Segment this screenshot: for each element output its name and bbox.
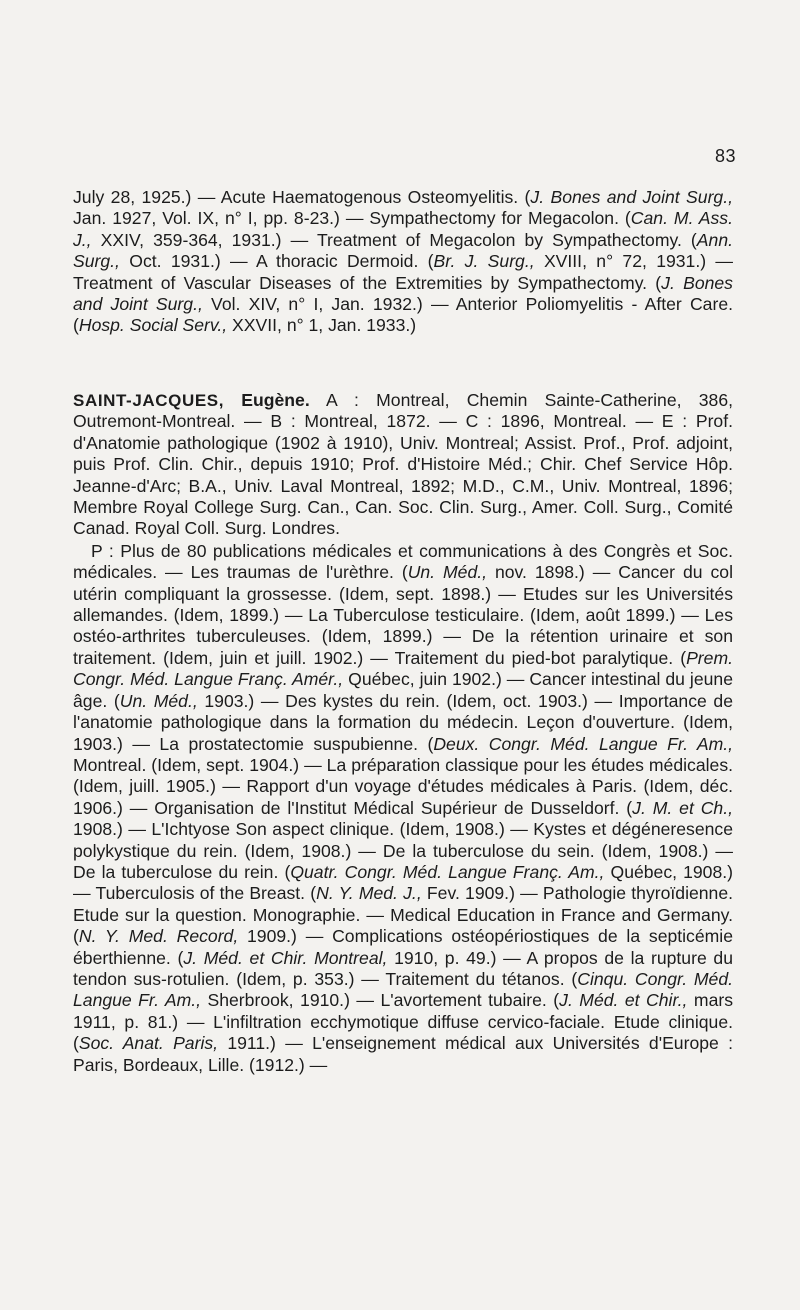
text-run: Québec, 1908.) — Tuberculosis of the Breast. ( [73, 861, 734, 904]
text-run: 1911.) — L'enseignement médical aux Universités d'Europe : Paris, Bordeaux, Lille. (1912.) — [73, 1033, 733, 1075]
citation-title: J. Méd. et Chir., [559, 990, 688, 1011]
text-run: XXIV, 359-364, 1931.) — Treatment of Megacolon by Sympathectomy. ( [91, 229, 697, 250]
text-run: 1910, p. 49.) — A propos de la rupture du tendon sus-rotulien. (Idem, p. 353.) — Traitement du tétanos. ( [73, 947, 733, 989]
citation-title: N. Y. Med. Record, [78, 926, 239, 947]
text-run: 1908.) — L'Ichtyose Son aspect clinique. (Idem, 1908.) — Kystes et dégéneresence polykystique du rein. (Idem, 1908.) — De la tuberculose du sein. (Idem, 1908.) — De la tuberculose du rein. ( [73, 819, 733, 882]
citation-title: Cinqu. Congr. Méd. Langue Fr. Am., [73, 968, 733, 1011]
citation-title: N. Y. Med. J., [316, 883, 422, 904]
intro-paragraph-block [73, 187, 733, 337]
citation-title: J. M. et Ch., [632, 797, 733, 818]
text-run: Sherbrook, 1910.) — L'avortement tubaire. ( [201, 990, 560, 1011]
publications-paragraph [73, 541, 733, 1076]
entry-bio: A : Montreal, Chemin Sainte-Catherine, 386, Outremont-Montreal. — B : Montreal, 1872. — C : 1896, Montreal. — E : Prof. d'Anatomie pathologique (1902 à 1910), Univ. Montreal; Assist. Prof., Prof. adjoint, puis Prof. Clin. Chir., depuis 1910; Prof. d'Histoire Méd.; Chir. Chef Service Hôp. Jeanne-d'Arc; B.A., Univ. Laval Montreal, 1892; M.D., C.M., Univ. Montreal, 1896; Membre Royal College Surg. Can., Can. Soc. Clin. Surg., Amer. Coll. Surg., Comité Canad. Royal Coll. Surg. Londres. [73, 390, 733, 539]
citation-title: J. Bones and Joint Surg., [530, 187, 733, 207]
text-run: Montreal. (Idem, sept. 1904.) — La préparation classique pour les études médicales. (Idem, juill. 1905.) — Rapport d'un voyage d'études médicales à Paris. (Idem, déc. 1906.) — Organisation de l'Institut Médical Supérieur de Dusseldorf. ( [73, 754, 733, 818]
citation-title: Deux. Congr. Méd. Langue Fr. Am., [433, 733, 733, 754]
citation-title: Br. J. Surg., [433, 251, 535, 272]
citation-title: Un. Méd., [119, 690, 198, 711]
text-run: XVIII, n° 72, 1931.) — Treatment of Vascular Diseases of the Extremities by Sympathectomy. ( [73, 251, 733, 293]
entry-header-paragraph [73, 390, 733, 540]
entry-given-name: Eugène. [241, 390, 310, 410]
text-run: Jan. 1927, Vol. IX, n° I, pp. 8-23.) — Sympathectomy for Megacolon. ( [73, 208, 631, 229]
biography-entry [73, 390, 733, 1076]
text-run: Québec, juin 1902.) — Cancer intestinal du jeune âge. ( [73, 669, 733, 711]
text-run: 1903.) — Des kystes du rein. (Idem, oct. 1903.) — Importance de l'anatomie pathologique dans la formation du médecin. Leçon d'ouverture. (Idem, 1903.) — La prostatectomie suspubienne. ( [73, 690, 733, 754]
text-run: mars 1911, p. 81.) — L'infiltration ecchymotique diffuse cervico-faciale. Etude clinique. ( [73, 990, 734, 1054]
text-run: XXVII, n° 1, Jan. 1933.) [227, 315, 417, 336]
citation-title: Prem. Congr. Méd. Langue Franç. Amér., [73, 647, 733, 690]
citation-title: Ann. Surg., [73, 229, 733, 272]
entry-surname: SAINT-JACQUES, [73, 391, 225, 410]
intro-paragraph [73, 187, 733, 337]
citation-title: Can. M. Ass. J., [73, 208, 733, 250]
citation-title: Hosp. Social Serv., [78, 315, 228, 336]
text-run: nov. 1898.) — Cancer du col utérin compliquant la grossesse. (Idem, sept. 1898.) — Etudes sur les Universités allemandes. (Idem, 1899.) — La Tuberculose testiculaire. (Idem, août 1899.) — Les ostéo-arthrites tuberculeuses. (Idem, 1899.) — De la rétention urinaire et son traitement. (Idem, juin et juill. 1902.) — Traitement du pied-bot paralytique. ( [73, 562, 733, 668]
text-run: 1909.) — Complications ostéopériostiques de la septicémie éberthienne. ( [73, 926, 733, 968]
text-run: Fev. 1909.) — Pathologie thyroïdienne. Etude sur la question. Monographie. — Medical Education in France and Germany. ( [73, 883, 734, 947]
text-run: July 28, 1925.) — Acute Haematogenous Osteomyelitis. ( [73, 187, 531, 207]
text-run: Vol. XIV, n° I, Jan. 1932.) — Anterior Poliomyelitis - After Care. ( [73, 294, 734, 336]
citation-title: Soc. Anat. Paris, [78, 1033, 219, 1054]
citation-title: Un. Méd., [407, 562, 488, 583]
citation-title: J. Méd. et Chir. Montreal, [183, 947, 388, 968]
text-run: Oct. 1931.) — A thoracic Dermoid. ( [119, 251, 434, 272]
citation-title: J. Bones and Joint Surg., [73, 272, 733, 315]
citation-title: Quatr. Congr. Méd. Langue Franç. Am., [290, 861, 605, 882]
page-number: 83 [714, 146, 736, 166]
text-run: P : Plus de 80 publications médicales et communications à des Congrès et Soc. médicales. — Les traumas de l'urèthre. ( [73, 540, 733, 583]
